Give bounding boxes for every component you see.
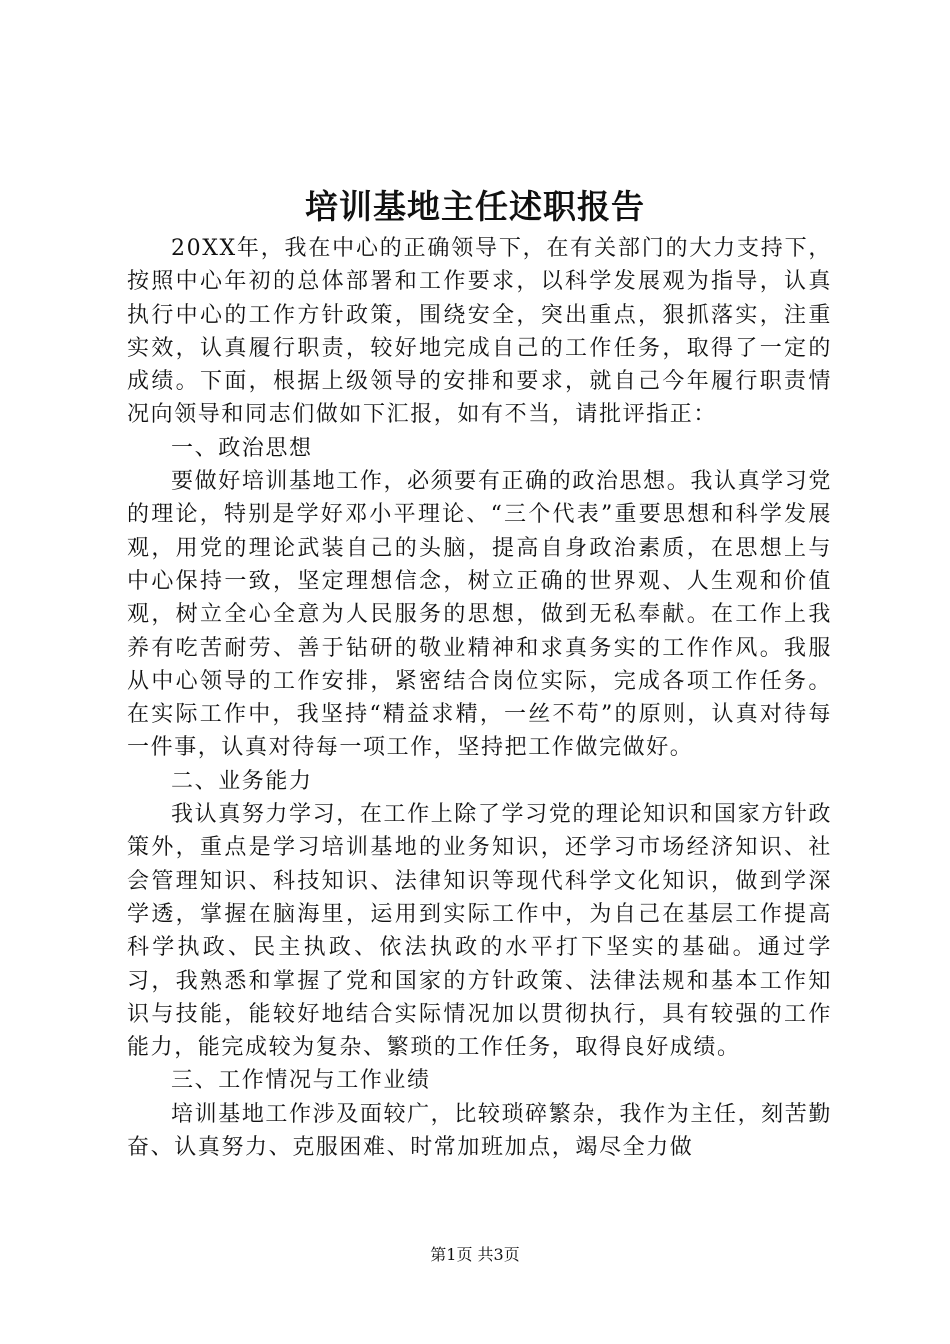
section-heading-ability: 二、业务能力 <box>171 768 313 794</box>
page-footer: 第1页 共3页 <box>430 1245 520 1264</box>
political-paragraph: 要做好培训基地工作，必须要有正确的政治思想。我认真学习党的理论，特别是学好邓小平理论、“三个代表”重要思想和科学发展观，用党的理论武装自己的头脑，提高自身政治素质，在思想上与中心保持一致，坚定理想信念，树立正确的世界观、人生观和价值观，树立全心全意为人民服务的思想，做到无私奉献。在工作上我养有吃苦耐劳、善于钻研的敬业精神和求真务实的工作作风。我服从中心领导的工作安排，紧密结合岗位实际，完成各项工作任务。在实际工作中，我坚持“精益求精，一丝不苟”的原则，认真对待每一件事，认真对待每一项工作，坚持把工作做完做好。 <box>127 469 832 761</box>
work-paragraph: 培训基地工作涉及面较广，比较琐碎繁杂，我作为主任，刻苦勤奋、认真努力、克服困难、时常加班加点，竭尽全力做 <box>127 1101 832 1161</box>
section-heading-work: 三、工作情况与工作业绩 <box>171 1068 431 1094</box>
document-title: 培训基地主任述职报告 <box>305 187 645 226</box>
document-body <box>127 232 832 1164</box>
intro-paragraph: 20XX年，我在中心的正确领导下，在有关部门的大力支持下，按照中心年初的总体部署和工作要求，以科学发展观为指导，认真执行中心的工作方针政策，围绕安全，突出重点，狠抓落实，注重实效，认真履行职责，较好地完成自己的工作任务，取得了一定的成绩。下面，根据上级领导的安排和要求，就自己今年履行职责情况向领导和同志们做如下汇报，如有不当，请批评指正： <box>127 236 832 428</box>
section-heading-political: 一、政治思想 <box>171 435 313 461</box>
ability-paragraph: 我认真努力学习，在工作上除了学习党的理论知识和国家方针政策外，重点是学习培训基地的业务知识，还学习市场经济知识、社会管理知识、科技知识、法律知识等现代科学文化知识，做到学深学透，掌握在脑海里，运用到实际工作中，为自己在基层工作提高科学执政、民主执政、依法执政的水平打下坚实的基础。通过学习，我熟悉和掌握了党和国家的方针政策、法律法规和基本工作知识与技能，能较好地结合实际情况加以贯彻执行，具有较强的工作能力，能完成较为复杂、繁琐的工作任务，取得良好成绩。 <box>127 802 832 1061</box>
